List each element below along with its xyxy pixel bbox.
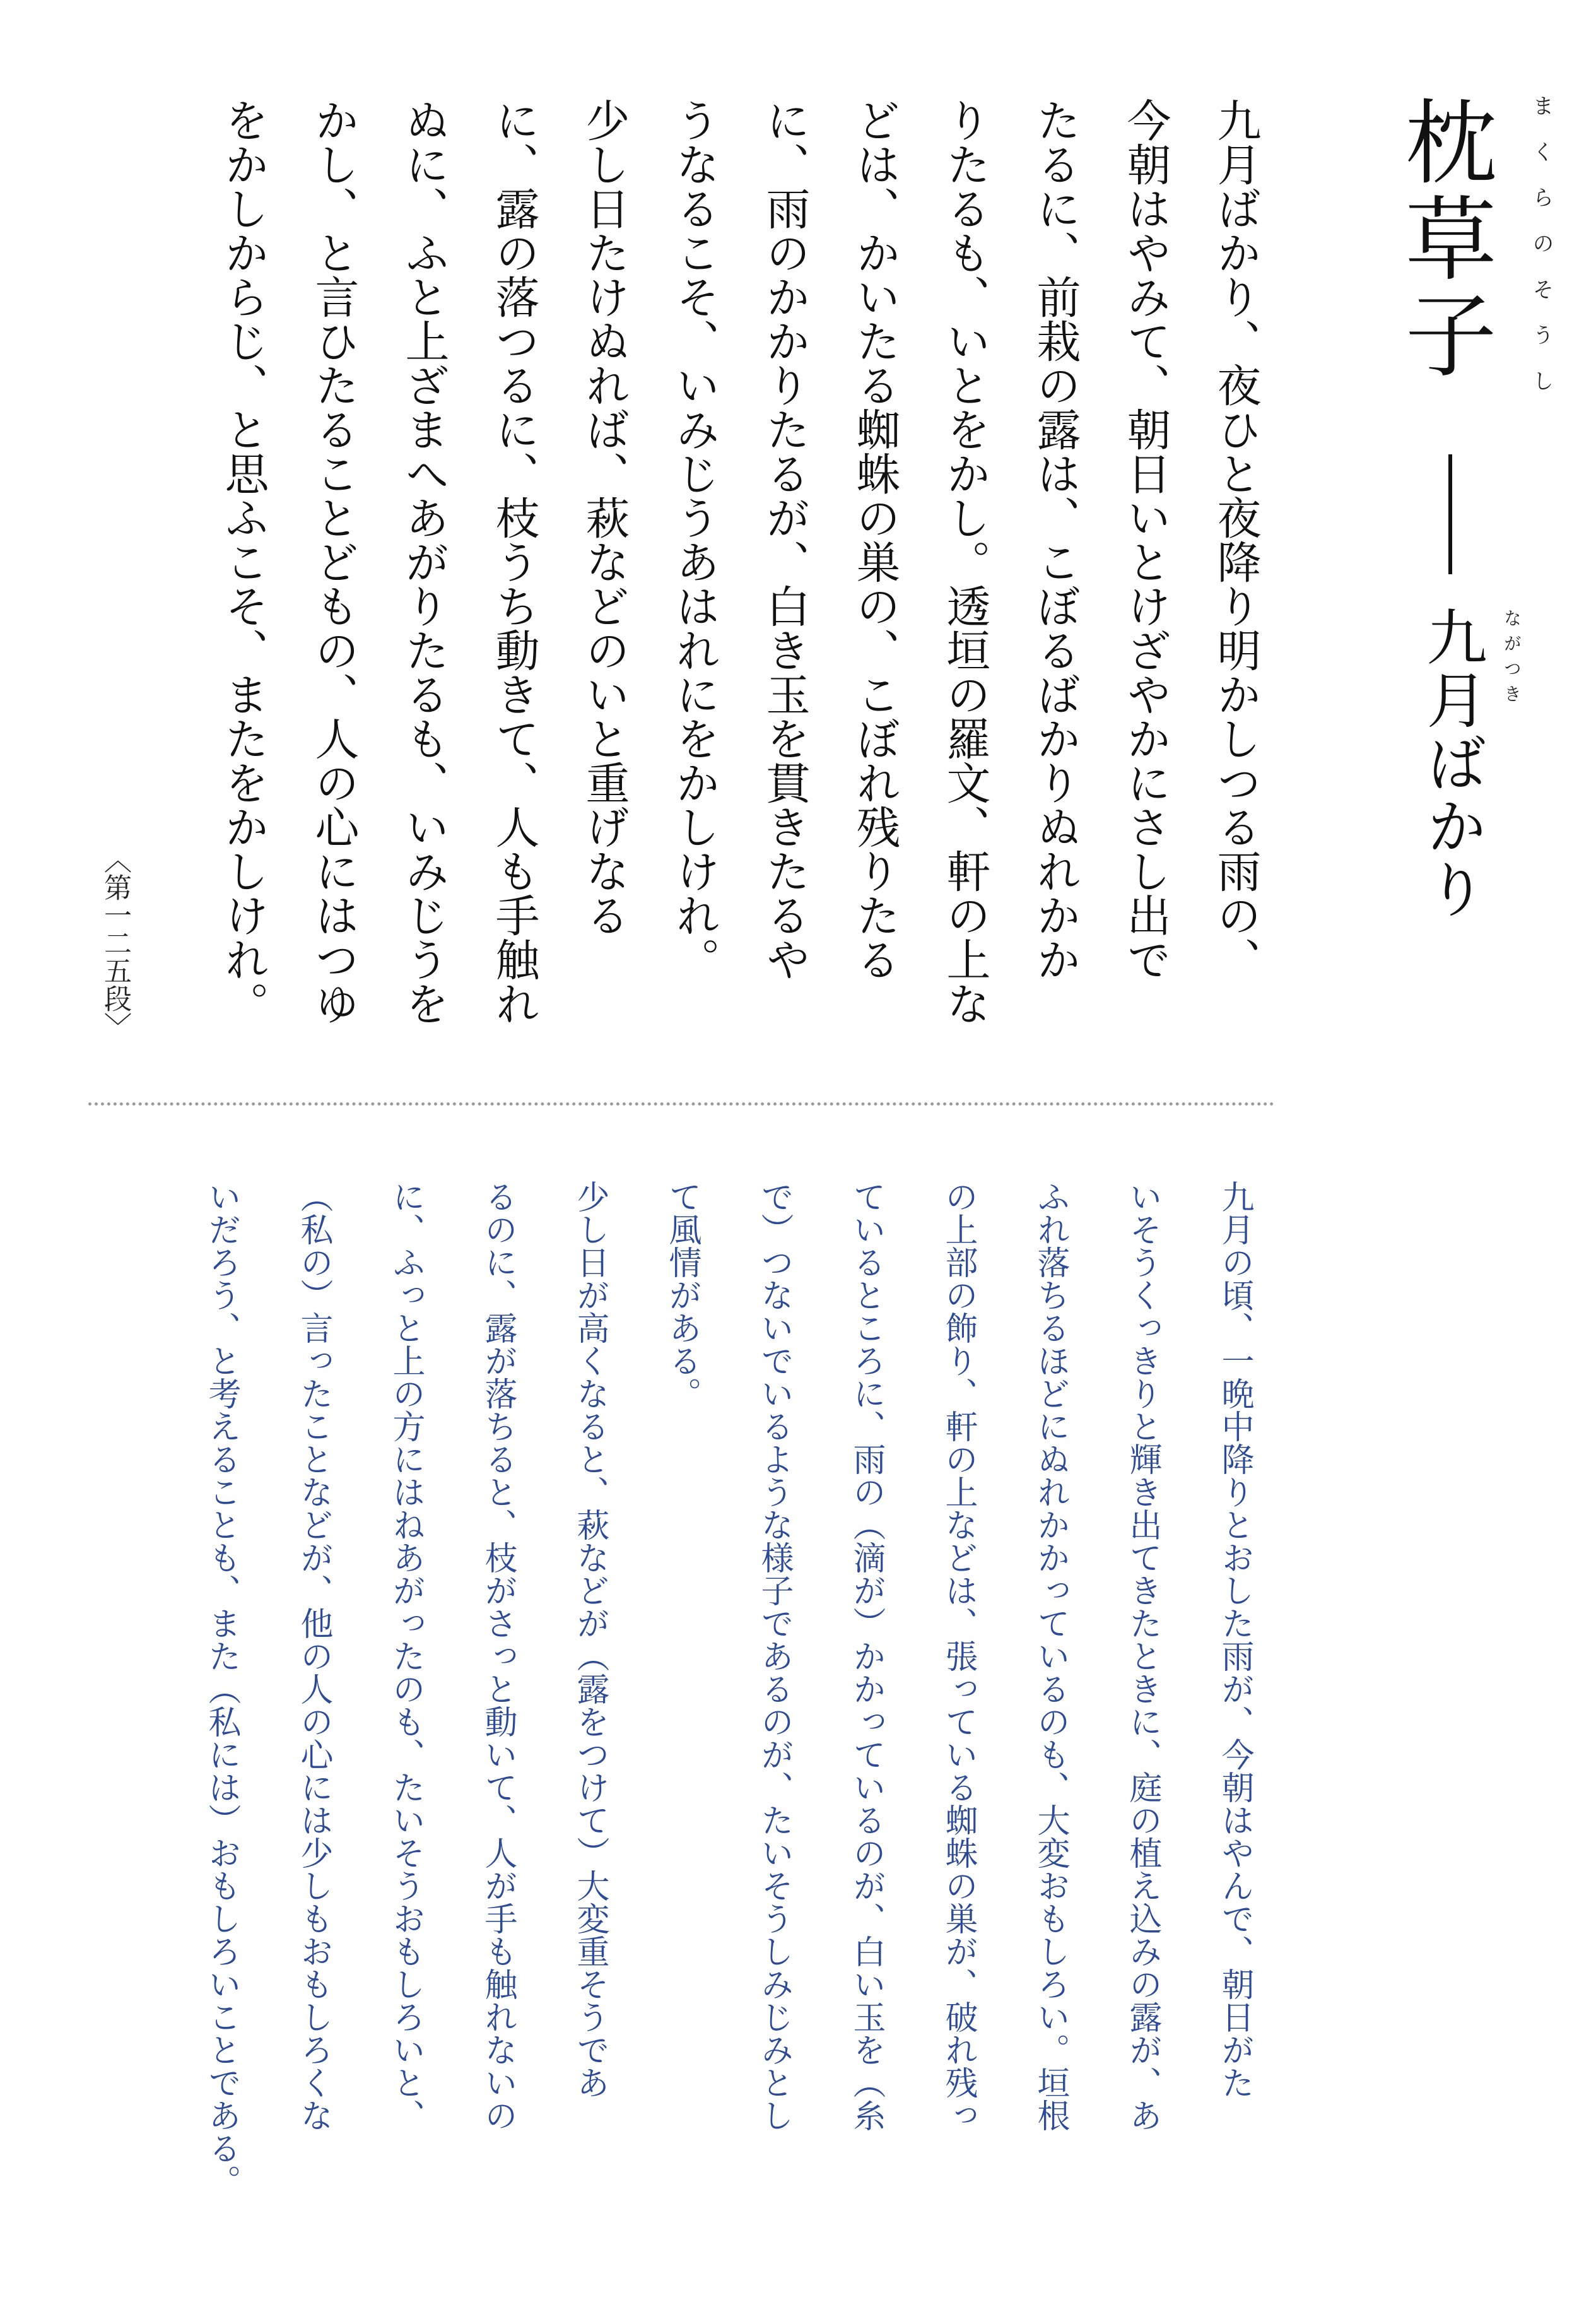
original-line: に、雨のかかりたるが、白き玉を貫きたるや [759,98,811,981]
title-ruby-char: ま [1529,95,1554,116]
title-ruby [1530,95,1552,391]
subtitle-ruby: ながつき [1501,609,1522,710]
translation-line: 九月の頃、一晩中降りとおした雨が、今朝はやんで、朝日がた [1216,1180,1253,2099]
title-ruby-char: く [1529,140,1554,162]
page-title: 枕草子 [1390,95,1496,384]
translation-line: て風情がある。 [663,1180,701,1410]
section-subtitle: 九月ばかり [1417,606,1487,921]
translation-line: ふれ落ちるほどにぬれかかっているのも、大変おもしろい。垣根 [1031,1180,1069,2132]
translation-text [175,1180,1281,2202]
original-line: 今朝はやみて、朝日いとけざやかにさし出で [1120,98,1171,981]
original-line: かし、と言ひたることどもの、人の心にはつゆ [308,98,360,1025]
original-line: どは、かいたる蜘蛛の巣の、こぼれ残りたる [849,98,901,981]
translation-line: るのに、露が落ちると、枝がさっと動いて、人が手も触れないの [479,1180,517,2132]
original-line: 九月ばかり、夜ひと夜降り明かしつる雨の、 [1210,98,1262,981]
translation-line: の上部の飾り、軒の上などは、張っている蜘蛛の巣が、破れ残っ [939,1180,977,2132]
translation-line: いだろう、と考えることも、また（私には）おもしろいことである。 [202,1180,240,2197]
title-ruby-char: そ [1529,278,1554,300]
original-line: に、露の落つるに、枝うち動きて、人も手触れ [488,98,540,1025]
translation-line: いそうくっきりと輝き出てきたときに、庭の植え込みの露が、あ [1124,1180,1161,2132]
original-line: うなるこそ、いみじうあはれにをかしけれ。 [669,98,720,981]
original-line: 少し日たけぬれば、萩などのいと重げなる [578,98,630,937]
original-line: たるに、前栽の露は、こぼるばかりぬれかか [1030,98,1081,981]
title-ruby-char: し [1529,369,1554,391]
original-line: をかしからじ、と思ふこそ、またをかしけれ。 [218,98,269,1025]
title-ruby-char: ら [1529,186,1554,208]
original-line: ぬに、ふと上ざまへあがりたるも、いみじうを [398,98,450,1025]
translation-line: で）つないでいるような様子であるのが、たいそうしみじみとし [755,1180,793,2132]
original-text [198,98,1281,1082]
translation-line: 少し日が高くなると、萩などが（露をつけて）大変重そうであ [571,1180,609,2099]
title-dash [1448,454,1452,574]
translation-line: ているところに、雨の（滴が）かかっているのが、白い玉を（糸 [847,1180,885,2132]
dotted-divider [88,1102,1274,1106]
title-ruby-char: う [1529,324,1554,346]
title-ruby-char: の [1529,232,1554,254]
translation-line: （私の）言ったことなどが、他の人の心には少しもおもしろくな [295,1180,332,2132]
translation-line: に、ふっと上の方にはねあがったのも、たいそうおもしろいと、 [387,1180,425,2132]
original-line: りたるも、いとをかし。透垣の羅文、軒の上な [939,98,991,1025]
section-citation: 〈第一二五段〉 [99,846,131,1040]
